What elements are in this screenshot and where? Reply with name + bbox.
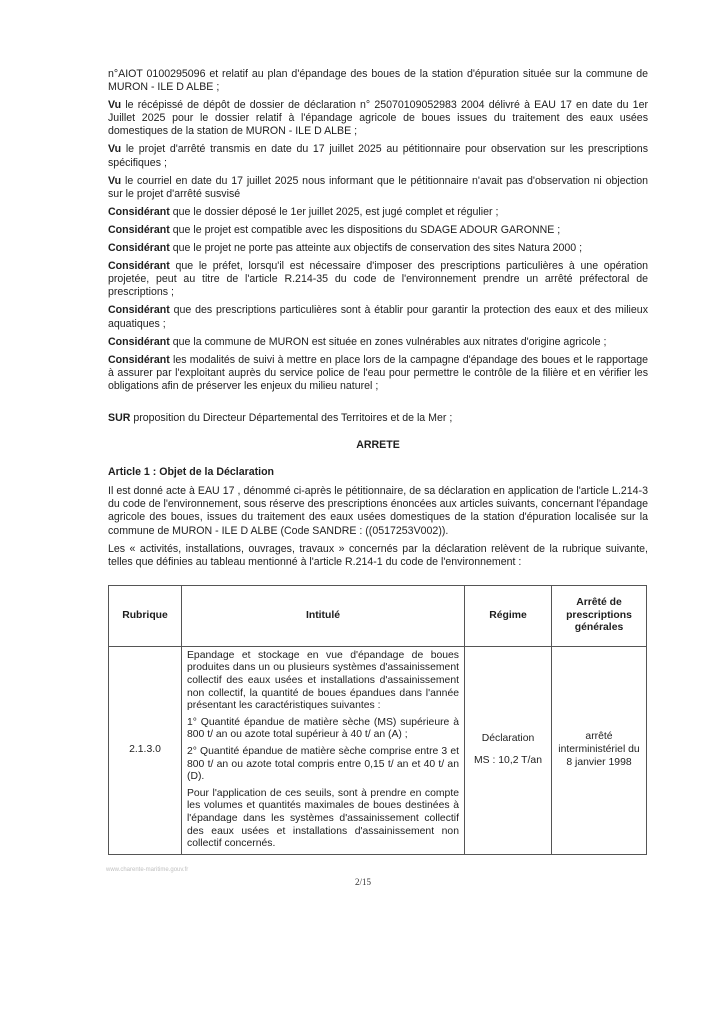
footer-link[interactable]: www.charente-maritime.gouv.fr bbox=[106, 867, 189, 873]
table-row bbox=[109, 646, 647, 854]
table-header-row bbox=[109, 585, 647, 646]
header-intitule: Intitulé bbox=[182, 585, 465, 646]
intitule-paragraph: 2° Quantité épandue de matière sèche comprise entre 3 et 800 t/ an ou azote total compris entre 0,15 t/ an et 40 t/ an (D). bbox=[187, 745, 459, 783]
paragraph-considerant-protection: Considérant que des prescriptions particulières sont à établir pour garantir la protection des eaux et des milieux aquatiques ; bbox=[108, 304, 648, 330]
header-regime: Régime bbox=[465, 585, 552, 646]
paragraph-considerant-suivi: Considérant les modalités de suivi à mettre en place lors de la campagne d'épandage des boues et le rapportage à assurer par l'exploitant auprès du service police de l'eau pour permettre le contrôle de la filière et en vérifier les obligations afin de préserver les enjeux du milieu naturel ; bbox=[108, 353, 648, 392]
regime-quantity: MS : 10,2 T/an bbox=[474, 755, 542, 767]
page-number: 2/15 bbox=[354, 877, 371, 887]
intitule-paragraph: Pour l'application de ces seuils, sont à prendre en compte les volumes et quantités maximales de boues destinées à l'épandage dans les systèmes d'assainissement collectif des eaux usées et installations d'assainissement non collectif concernés. bbox=[187, 787, 459, 850]
cell-intitule bbox=[182, 646, 465, 854]
document-body bbox=[108, 68, 648, 855]
intitule-paragraph: 1° Quantité épandue de matière sèche (MS) supérieure à 800 t/ an ou azote total supérieur à 40 t/ an (A) ; bbox=[187, 716, 459, 741]
paragraph-sur-proposition: SUR proposition du Directeur Départemental des Territoires et de la Mer ; bbox=[108, 411, 453, 424]
paragraph-aiot: n°AIOT 0100295096 et relatif au plan d'épandage des boues de la station d'épuration située sur la commune de MURON - ILE D ALBE ; bbox=[108, 68, 648, 94]
intitule-paragraph: Epandage et stockage en vue d'épandage de boues produites dans un ou plusieurs systèmes d'assainissement collectif des eaux usées et installations d'assainissement non collectif, la quantité de boues épandues dans l'année présentant les caractéristiques suivantes : bbox=[187, 649, 459, 712]
header-rubrique: Rubrique bbox=[109, 585, 182, 646]
paragraph-considerant-sdage: Considérant que le projet est compatible avec les dispositions du SDAGE ADOUR GARONNE ; bbox=[108, 223, 561, 236]
regime-type: Déclaration bbox=[481, 732, 535, 744]
paragraph-considerant-nitrates: Considérant que la commune de MURON est située en zones vulnérables aux nitrates d'origine agricole ; bbox=[108, 335, 607, 348]
paragraph-vu-projet: Vu le projet d'arrêté transmis en date du 17 juillet 2025 au pétitionnaire pour observation sur les prescriptions spécifiques ; bbox=[108, 143, 648, 169]
cell-regime bbox=[465, 646, 552, 854]
paragraph-considerant-natura: Considérant que le projet ne porte pas atteinte aux objectifs de conservation des sites Natura 2000 ; bbox=[108, 242, 583, 255]
header-arrete: Arrêté de prescriptions générales bbox=[552, 585, 647, 646]
paragraph-considerant-dossier: Considérant que le dossier déposé le 1er juillet 2025, est jugé complet et régulier ; bbox=[108, 205, 499, 218]
article-1-title: Article 1 : Objet de la Déclaration bbox=[108, 466, 275, 479]
arrete-heading: ARRETE bbox=[356, 439, 400, 452]
rubrique-table bbox=[108, 585, 647, 855]
article-1-paragraph-1: Il est donné acte à EAU 17 , dénommé ci-après le pétitionnaire, de sa déclaration en application de l'article L.214-3 du code de l'environnement, sous réserve des prescriptions énoncées aux articles suivants, concernant l'épandage agricole des boues, issues du traitement des eaux usées domestiques de la station d'épuration localisée sur la commune de MURON - ILE D ALBE (Code SANDRE : ((0517253V002)). bbox=[108, 485, 648, 537]
article-1-paragraph-2: Les « activités, installations, ouvrages, travaux » concernés par la déclaration relèvent de la rubrique suivante, telles que définies au tableau mentionné à l'article R.214-1 du code de l'environnement : bbox=[108, 542, 648, 568]
cell-rubrique: 2.1.3.0 bbox=[109, 646, 182, 854]
cell-arrete: arrêté interministériel du 8 janvier 1998 bbox=[552, 646, 647, 854]
paragraph-vu-recepisse: Vu le récépissé de dépôt de dossier de déclaration n° 25070109052983 2004 délivré à EAU 17 en date du 1er Juillet 2025 pour le dossier relatif à l'épandage agricole de boues issues du traitement des eaux usées domestiques de la station de MURON - ILE D ALBE ; bbox=[108, 99, 648, 138]
paragraph-vu-courriel: Vu le courriel en date du 17 juillet 2025 nous informant que le pétitionnaire n'avait pas d'observation ni objection sur le projet d'arrêté susvisé bbox=[108, 174, 648, 200]
paragraph-considerant-prefet: Considérant que le préfet, lorsqu'il est nécessaire d'imposer des prescriptions particulières à une opération projetée, peut au titre de l'article R.214-35 du code de l'environnement prendre un arrêté préfectoral de prescriptions ; bbox=[108, 260, 648, 299]
